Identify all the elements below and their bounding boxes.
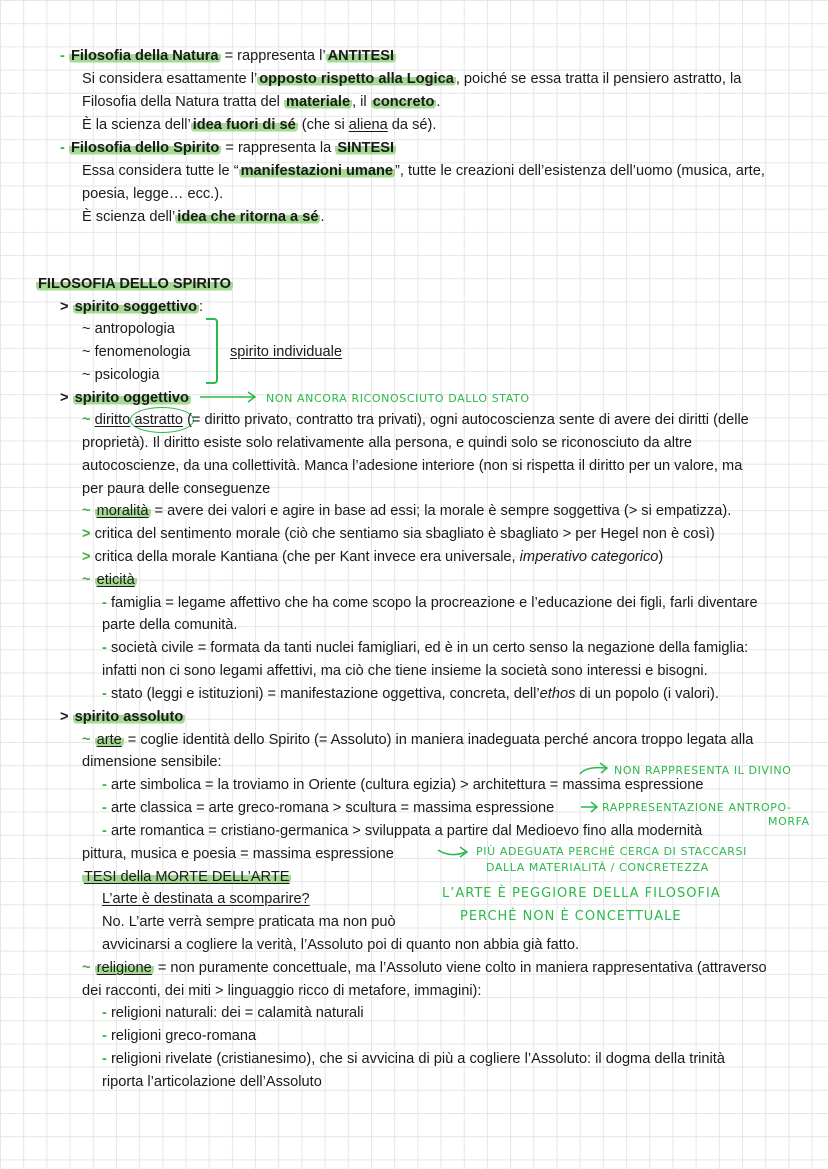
natura-heading bbox=[60, 47, 396, 65]
bullet-dash: - bbox=[60, 140, 65, 156]
eticita-line bbox=[82, 571, 137, 589]
bullet-dash: - bbox=[102, 777, 107, 793]
text: . bbox=[436, 94, 441, 110]
annotation-antropomorfa-2: MORFA bbox=[768, 815, 810, 828]
arrow-right-icon bbox=[198, 390, 260, 404]
marker: > bbox=[82, 526, 91, 542]
text: = non puramente concettuale, ma l’Assoluto viene colto in maniera rappresentativa (attraverso bbox=[153, 960, 767, 976]
antitesi-key: ANTITESI bbox=[327, 48, 395, 64]
spirito-text-3 bbox=[82, 208, 325, 226]
bullet-dash: - bbox=[102, 800, 107, 816]
annotation-filosofia-2: PERCHÉ NON È CONCETTUALE bbox=[460, 909, 682, 924]
text: Si considera esattamente l’ bbox=[82, 71, 258, 87]
text: Filosofia della Natura tratta del bbox=[82, 94, 284, 110]
bullet-dash: - bbox=[102, 1028, 107, 1044]
soggettivo-item: ~ psicologia bbox=[82, 367, 160, 383]
naturali-line bbox=[102, 1004, 364, 1022]
religione-line-1 bbox=[82, 959, 767, 977]
annotation-adeguata-1: PIÙ ADEGUATA PERCHÉ CERCA DI STACCARSI bbox=[476, 845, 747, 858]
diritto-line-2: proprietà). Il diritto esiste solo relativamente alla persona, e quindi solo se riconosciuto da altre bbox=[82, 435, 693, 451]
spirito-mid: = rappresenta la bbox=[221, 140, 336, 156]
tilde-bullet: ~ bbox=[82, 503, 91, 519]
moralita-label: moralità bbox=[96, 503, 149, 519]
natura-text-1 bbox=[82, 70, 741, 88]
text: ”, tutte le creazioni dell’esistenza dell’uomo (musica, arte, bbox=[395, 163, 765, 179]
text: È la scienza dell’ bbox=[82, 117, 191, 133]
soggettivo-item: ~ antropologia bbox=[82, 321, 175, 337]
underlined-text: aliena bbox=[348, 117, 388, 133]
diritto-line-3: autocoscienze, da una collettività. Manca l’adesione interiore (non si rispetta il diritto per un valore, ma bbox=[82, 458, 743, 474]
text: ) bbox=[658, 549, 664, 565]
text: Essa considera tutte le “ bbox=[82, 163, 239, 179]
famiglia-line-2: parte della comunità. bbox=[102, 617, 238, 633]
text: = coglie identità dello Spirito (= Assoluto) in maniera inadeguata perché ancora troppo legata alla bbox=[123, 732, 754, 748]
assoluto-heading bbox=[60, 708, 185, 726]
group-label: spirito individuale bbox=[230, 344, 342, 360]
highlight-text: manifestazioni umane bbox=[240, 163, 394, 179]
tesi-question: L’arte è destinata a scomparire? bbox=[102, 891, 310, 907]
tilde-bullet: ~ bbox=[82, 412, 91, 428]
rivelate-line-1 bbox=[102, 1050, 725, 1068]
text: da sé). bbox=[387, 117, 437, 133]
critica-line-2 bbox=[82, 548, 663, 566]
text: È scienza dell’ bbox=[82, 209, 176, 225]
text: società civile = formata da tanti nuclei famigliari, ed è in un certo senso la negazione della famiglia: bbox=[110, 640, 749, 656]
spirito-heading bbox=[60, 139, 396, 157]
societa-line-2: infatti non ci sono legami affettivi, ma ciò che tiene insieme la società sono interessi e bisogni. bbox=[102, 663, 708, 679]
tilde-bullet: ~ bbox=[82, 960, 91, 976]
soggettivo-item: ~ fenomenologia bbox=[82, 344, 191, 360]
italic-text: imperativo categorico bbox=[519, 549, 659, 565]
bullet-dash: - bbox=[102, 595, 107, 611]
brace-icon bbox=[206, 318, 218, 384]
diritto-label: diritto bbox=[94, 412, 131, 428]
rivelate-line-2: riporta l’articolazione dell’Assoluto bbox=[102, 1074, 322, 1090]
text: religioni naturali: dei = calamità naturali bbox=[110, 1005, 364, 1021]
spirito-term: Filosofia dello Spirito bbox=[70, 140, 220, 156]
text: di un popolo (i valori). bbox=[575, 686, 719, 702]
bullet-dash: - bbox=[102, 823, 107, 839]
annotation-stato: NON ANCORA RICONOSCIUTO DALLO STATO bbox=[266, 392, 530, 405]
soggettivo-label: spirito soggettivo bbox=[74, 299, 198, 315]
tilde-bullet: ~ bbox=[82, 572, 91, 588]
text: critica della morale Kantiana (che per Kant invece era universale, bbox=[94, 549, 520, 565]
highlight-text: materiale bbox=[285, 94, 351, 110]
arte-label: arte bbox=[96, 732, 122, 748]
arrow-right-icon bbox=[578, 762, 612, 776]
natura-text-2 bbox=[82, 93, 440, 111]
natura-text-3 bbox=[82, 116, 436, 134]
tilde-bullet: ~ bbox=[82, 732, 91, 748]
oggettivo-heading bbox=[60, 389, 191, 407]
religione-line-2: dei racconti, dei miti > linguaggio ricco di metafore, immagini): bbox=[82, 983, 482, 999]
text: famiglia = legame affettivo che ha come scopo la procreazione e l’educazione dei figli, farli diventare bbox=[110, 595, 758, 611]
diritto-line-1 bbox=[82, 411, 749, 429]
arrow-right-icon bbox=[580, 800, 600, 814]
colon: : bbox=[199, 299, 204, 315]
text: stato (leggi e istituzioni) = manifestazione oggettiva, concreta, dell’ bbox=[110, 686, 540, 702]
arte-line-2: dimensione sensibile: bbox=[82, 754, 222, 770]
text: arte simbolica = la troviamo in Oriente (cultura egizia) > architettura = massima espressione bbox=[110, 777, 704, 793]
annotation-antropomorfa-1: RAPPRESENTAZIONE ANTROPO- bbox=[602, 801, 792, 814]
natura-term: Filosofia della Natura bbox=[70, 48, 219, 64]
marker: > bbox=[60, 709, 69, 725]
classica-line bbox=[102, 799, 554, 817]
tesi-answer-1: No. L’arte verrà sempre praticata ma non può bbox=[102, 914, 396, 930]
text: (che si bbox=[297, 117, 349, 133]
famiglia-line-1 bbox=[102, 594, 758, 612]
text: religioni rivelate (cristianesimo), che si avvicina di più a cogliere l’Assoluto: il dogma della trinità bbox=[110, 1051, 725, 1067]
marker: > bbox=[60, 299, 69, 315]
bullet-dash: - bbox=[102, 640, 107, 656]
bullet-dash: - bbox=[102, 1005, 107, 1021]
assoluto-label: spirito assoluto bbox=[74, 709, 184, 725]
soggettivo-heading bbox=[60, 298, 203, 316]
tesi-title bbox=[82, 868, 291, 886]
marker: > bbox=[60, 390, 69, 406]
religione-label: religione bbox=[96, 960, 152, 976]
tesi-answer-2: avvicinarsi a cogliere la verità, l’Assoluto poi di quanto non abbia già fatto. bbox=[102, 937, 580, 953]
text: . bbox=[320, 209, 325, 225]
eticita-label: eticità bbox=[96, 572, 135, 588]
natura-mid: = rappresenta l’ bbox=[220, 48, 326, 64]
text: arte classica = arte greco-romana > scultura = massima espressione bbox=[110, 800, 555, 816]
arrow-right-icon bbox=[436, 844, 470, 862]
stato-line bbox=[102, 685, 719, 703]
annotation-adeguata-2: DALLA MATERIALITÀ / CONCRETEZZA bbox=[486, 861, 709, 874]
astratto-label: astratto bbox=[134, 412, 184, 428]
spirito-text-1 bbox=[82, 162, 765, 180]
text: arte romantica = cristiano-germanica > sviluppata a partire dal Medioevo fino alla modernità bbox=[110, 823, 703, 839]
spirito-text-2: poesia, legge… ecc.). bbox=[82, 186, 224, 202]
highlight-text: opposto rispetto alla Logica bbox=[259, 71, 454, 87]
annotation-filosofia-1: L’ARTE È PEGGIORE DELLA FILOSOFIA bbox=[442, 886, 721, 901]
text: = avere dei valori e agire in base ad essi; la morale è sempre soggettiva (> si empatizza). bbox=[150, 503, 732, 519]
highlight-text: concreto bbox=[372, 94, 435, 110]
bullet-dash: - bbox=[102, 686, 107, 702]
romantica-line-2: pittura, musica e poesia = massima espressione bbox=[82, 846, 394, 862]
italic-text: ethos bbox=[539, 686, 576, 702]
text: , il bbox=[352, 94, 371, 110]
section-title-text: FILOSOFIA DELLO SPIRITO bbox=[38, 276, 231, 292]
annotation-divino: NON RAPPRESENTA IL DIVINO bbox=[614, 764, 792, 777]
tesi-title-text: TESI della MORTE DELL’ARTE bbox=[84, 869, 290, 885]
sintesi-key: SINTESI bbox=[337, 140, 395, 156]
text: critica del sentimento morale (ciò che sentiamo sia sbagliato è sbagliato > per Hegel non è così) bbox=[94, 526, 715, 542]
romantica-line-1 bbox=[102, 822, 702, 840]
diritto-line-4: per paura delle conseguenze bbox=[82, 481, 271, 497]
text: (= diritto privato, contratto tra privati), ogni autocoscienza sente di avere dei diritti (delle bbox=[183, 412, 749, 428]
grecoromana-line bbox=[102, 1027, 256, 1045]
marker: > bbox=[82, 549, 91, 565]
societa-line-1 bbox=[102, 639, 748, 657]
text: , poiché se essa tratta il pensiero astratto, la bbox=[455, 71, 742, 87]
bullet-dash: - bbox=[60, 48, 65, 64]
arte-line-1 bbox=[82, 731, 753, 749]
section-title bbox=[36, 275, 233, 293]
moralita-line bbox=[82, 502, 731, 520]
bullet-dash: - bbox=[102, 1051, 107, 1067]
text: religioni greco-romana bbox=[110, 1028, 257, 1044]
critica-line-1 bbox=[82, 525, 715, 543]
highlight-text: idea fuori di sé bbox=[192, 117, 296, 133]
highlight-text: idea che ritorna a sé bbox=[177, 209, 319, 225]
simbolica-line bbox=[102, 776, 703, 794]
oggettivo-label: spirito oggettivo bbox=[74, 390, 189, 406]
